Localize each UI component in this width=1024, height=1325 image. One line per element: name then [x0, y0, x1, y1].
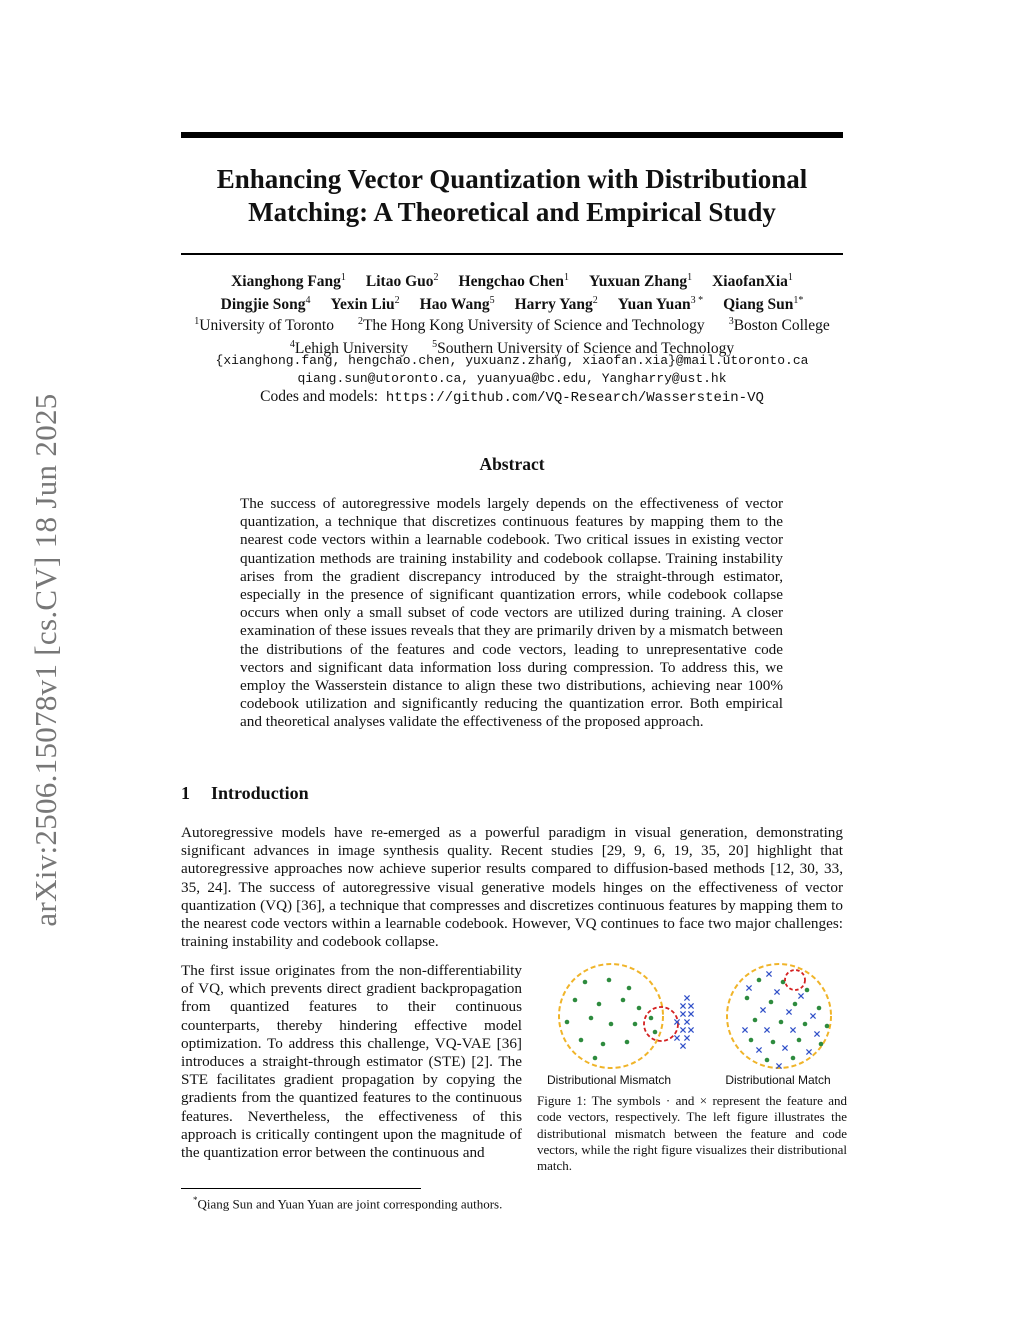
code-cross — [766, 971, 771, 976]
code-cross — [688, 1003, 693, 1008]
feature-dot — [771, 1040, 776, 1045]
affiliation-sup: 5 — [432, 339, 438, 351]
feature-dot — [597, 1002, 602, 1007]
affiliation-row-1 — [150, 312, 874, 335]
feature-dot — [633, 1022, 638, 1027]
code-cross — [674, 1019, 679, 1024]
author-sup: 2 — [433, 272, 439, 283]
code-cross — [680, 1003, 685, 1008]
column-paragraph: The first issue originates from the non-differentiability of VQ, which prevents direct gradient backpropagation from quantized features to their continuous counterparts, thereby hindering effective model optimization. To address this challenge, VQ-VAE [36] introduces a straight-through estimator (STE) [2]. The STE facilitates gradient propagation by copying the gradients from the quantized features to the continuous features. Nevertheless, the effectiveness of this approach is critically contingent upon the magnitude of the quantization error between the continuous and — [181, 962, 522, 1162]
affiliation-3 — [729, 317, 830, 334]
affiliation-2 — [358, 317, 705, 334]
code-cross — [790, 1027, 795, 1032]
author-sup: 1 — [787, 272, 793, 283]
feature-dot — [791, 1056, 796, 1061]
figure-left-label: Distributional Mismatch — [546, 1073, 672, 1087]
feature-dot — [797, 1038, 802, 1043]
feature-dot — [769, 1000, 774, 1005]
footnote-rule — [181, 1188, 421, 1189]
author-2 — [366, 273, 439, 290]
feature-dot — [601, 1042, 606, 1047]
author-sup: 2 — [592, 295, 598, 307]
feature-dot — [745, 996, 750, 1001]
feature-dot — [817, 1006, 822, 1011]
author-1 — [221, 296, 311, 313]
section-number: 1 — [181, 783, 190, 803]
code-cross — [688, 1011, 693, 1016]
section-heading — [181, 783, 309, 804]
feature-distribution-circle — [727, 964, 831, 1068]
footnote-mark: * — [193, 1195, 198, 1205]
affiliation-sup: 1 — [194, 316, 200, 327]
affiliation-name: Southern University of Science and Technology — [437, 340, 735, 358]
code-cross — [814, 1031, 819, 1036]
code-availability — [150, 387, 874, 408]
code-cross — [684, 995, 689, 1000]
abstract-heading: Abstract — [479, 454, 545, 474]
author-name: Qiang Sun — [723, 296, 794, 314]
match-panel — [727, 964, 831, 1069]
code-cross — [798, 993, 803, 998]
author-sup: 3 * — [690, 295, 704, 307]
mismatch-highlight-circle — [644, 1007, 678, 1041]
code-cross — [688, 1027, 693, 1032]
affiliation-sup: 2 — [357, 316, 363, 327]
section-title: Introduction — [211, 783, 309, 803]
feature-dot — [649, 1016, 654, 1021]
affiliation-1 — [194, 317, 334, 334]
author-name: Xianghong Fang — [231, 273, 341, 291]
title-line-2: Matching: A Theoretical and Empirical Study — [248, 197, 776, 227]
figure-right-label: Distributional Match — [725, 1073, 831, 1087]
feature-dot — [573, 998, 578, 1003]
author-name: Hao Wang — [419, 296, 490, 314]
author-4 — [515, 296, 598, 313]
feature-dot — [793, 1002, 798, 1007]
feature-dot — [819, 1042, 824, 1047]
code-cross — [746, 985, 751, 990]
author-3 — [420, 296, 495, 313]
title-line-1: Enhancing Vector Quantization with Distributional — [216, 164, 808, 194]
author-5 — [712, 273, 793, 290]
author-sup: 1* — [793, 295, 804, 307]
feature-dot — [627, 986, 632, 991]
code-cross — [684, 1035, 689, 1040]
title-top-rule — [181, 132, 843, 138]
arxiv-identifier: arXiv:2506.15078v1 [cs.CV] 18 Jun 2025 — [28, 393, 63, 927]
author-3 — [459, 273, 570, 290]
author-name: Hengchao Chen — [458, 273, 565, 291]
author-name: Yuxuan Zhang — [589, 273, 688, 291]
feature-dot — [583, 980, 588, 985]
feature-dot — [779, 1020, 784, 1025]
feature-dot — [621, 998, 626, 1003]
author-name: Yuan Yuan — [617, 296, 691, 314]
author-list — [160, 268, 864, 314]
footnote — [193, 1192, 502, 1212]
affiliation-sup: 3 — [728, 316, 734, 327]
author-sup: 5 — [489, 295, 495, 307]
author-row-1 — [160, 268, 864, 291]
intro-paragraph: Autoregressive models have re-emerged as a powerful paradigm in visual generation, demonstrating significant advances in image synthesis quality. Recent studies [29, 9, 6, 19, 35, 20] highlight that autoregressive approaches now achieve superior results compared to diffusion-based methods [12, 30, 33, 35, 24]. The success of autoregressive visual generative models hinges on the effectiveness of vector quantization (VQ) [36], a technique that compresses and discretizes continuous features by mapping them to the nearest code vectors within a learnable codebook. However, VQ continues to face two major challenges: training instability and codebook collapse. — [181, 824, 843, 951]
feature-dot — [825, 1024, 830, 1029]
code-cross — [756, 1047, 761, 1052]
paper-title — [181, 163, 843, 229]
code-cross — [760, 1007, 765, 1012]
feature-dot — [805, 988, 810, 993]
author-5 — [618, 296, 703, 313]
author-sup: 1 — [687, 272, 693, 283]
author-name: Litao Guo — [365, 273, 434, 291]
figure-caption: Figure 1: The symbols · and × represent the feature and code vectors, respectively. The left figure illustrates the distributional mismatch between the feature and code vectors, while the right figure visualizes their distributional match. — [537, 1093, 847, 1174]
author-2 — [330, 296, 399, 313]
code-cross — [684, 1019, 689, 1024]
codes-label: Codes and models: — [260, 388, 379, 405]
feature-dot — [757, 978, 762, 983]
code-cross — [680, 1043, 685, 1048]
feature-dot — [637, 1006, 642, 1011]
author-sup: 1 — [340, 272, 346, 283]
code-cross — [774, 989, 779, 994]
author-name: XiaofanXia — [712, 273, 788, 291]
affiliation-name: Lehigh University — [294, 340, 409, 358]
author-name: Yexin Liu — [330, 296, 395, 314]
feature-dot — [609, 1022, 614, 1027]
code-cross — [742, 1027, 747, 1032]
code-cross — [782, 1045, 787, 1050]
match-highlight-circle — [785, 970, 805, 990]
author-6 — [723, 296, 803, 313]
code-cross — [810, 1013, 815, 1018]
feature-dot — [625, 1040, 630, 1045]
feature-dot — [803, 1022, 808, 1027]
code-cross — [674, 1035, 679, 1040]
feature-dot — [653, 1030, 658, 1035]
footnote-text: Qiang Sun and Yuan Yuan are joint corresponding authors. — [197, 1196, 503, 1212]
figure-1 — [537, 960, 847, 1090]
author-name: Harry Yang — [514, 296, 593, 314]
affiliation-name: The Hong Kong University of Science and Technology — [362, 317, 705, 335]
author-row-2 — [160, 291, 864, 314]
author-sup: 4 — [305, 295, 311, 307]
feature-dot — [565, 1020, 570, 1025]
feature-dot — [589, 1016, 594, 1021]
codes-link[interactable]: https://github.com/VQ-Research/Wasserstein-VQ — [385, 390, 764, 406]
figure-1-illustration — [537, 960, 847, 1090]
author-1 — [231, 273, 346, 290]
title-bottom-rule — [181, 253, 843, 255]
feature-dot — [749, 1038, 754, 1043]
code-cross — [680, 1011, 685, 1016]
code-cross — [806, 1049, 811, 1054]
author-emails — [150, 352, 874, 388]
email-line-1: {xianghong.fang, hengchao.chen, yuxuanz.zhang, xiaofan.xia}@mail.utoronto.ca — [215, 353, 809, 368]
author-sup: 1 — [564, 272, 570, 283]
feature-dot — [593, 1056, 598, 1061]
code-cross — [786, 1009, 791, 1014]
affiliation-name: Boston College — [733, 317, 830, 335]
code-cross — [764, 1027, 769, 1032]
feature-dot — [765, 1058, 770, 1063]
abstract-text: The success of autoregressive models largely depends on the effectiveness of vector quantization, a technique that discretizes continuous features by mapping them to the nearest code vectors within a learnable codebook. Two critical issues in existing vector quantization methods are training instability and codebook collapse. Training instability arises from the gradient discrepancy introduced by the straight-through estimator, especially in the presence of significant quantization errors, while codebook collapse occurs when only a small subset of code vectors are utilized during training. A closer examination of these issues reveals that they are primarily driven by a mismatch between the distributions of the features and code vectors, leading to unrepresentative code vectors and significant data information loss during compression. To address this, we employ the Wasserstein distance to align these two distributions, achieving near 100% codebook utilization and significantly reducing the quantization error. Both empirical and theoretical analyses validate the effectiveness of the proposed approach. — [240, 495, 783, 731]
feature-dot — [579, 1038, 584, 1043]
code-cross — [680, 1027, 685, 1032]
feature-dot — [753, 1018, 758, 1023]
affiliation-sup: 4 — [289, 339, 295, 351]
affiliation-name: University of Toronto — [199, 317, 334, 335]
author-name: Dingjie Song — [220, 296, 306, 314]
author-sup: 2 — [394, 295, 400, 307]
email-line-2: qiang.sun@utoronto.ca, yuanyua@bc.edu, Yangharry@ust.hk — [297, 371, 727, 386]
author-4 — [589, 273, 692, 290]
feature-dot — [607, 978, 612, 983]
mismatch-panel — [559, 964, 694, 1068]
